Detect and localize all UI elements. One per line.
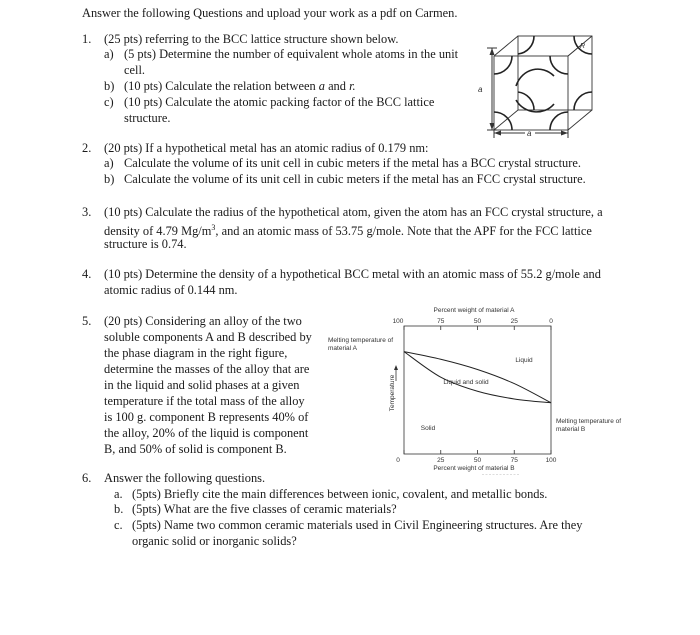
q1b-text-main: (10 pts) Calculate the relation between <box>124 79 316 93</box>
q3-line-3: structure is 0.74. <box>104 237 187 251</box>
q2a-label: a) <box>104 156 114 170</box>
q1c-text: (10 pts) Calculate the atomic packing factor of the BCC lattice <box>124 95 435 109</box>
q6c-text-2: organic solid or inorganic solids? <box>132 534 297 548</box>
q1b-var-r: r. <box>349 79 356 93</box>
bcc-unit-cell-figure <box>470 28 620 143</box>
q3-superscript: 3 <box>211 223 216 232</box>
q6-number: 6. <box>82 471 92 485</box>
top-tick-label: 50 <box>473 318 482 325</box>
q6c-text: (5pts) Name two common ceramic materials used in Civil Engineering structures. Are they <box>132 518 583 532</box>
q2-text: (20 pts) If a hypothetical metal has an atomic radius of 0.179 nm: <box>104 141 429 155</box>
dimension-label-a-side: a <box>478 85 483 94</box>
page-header: Answer the following Questions and upload your work as a pdf on Carmen. <box>82 6 458 20</box>
top-tick-label: 75 <box>437 318 445 325</box>
q1b-label: b) <box>104 79 115 93</box>
corner-atom-slice <box>518 92 534 110</box>
q5-line: the phase diagram in the right figure, <box>104 346 288 360</box>
body-center-atom <box>516 69 554 86</box>
q1a-label: a) <box>104 47 114 61</box>
melting-temp-a-label: Melting temperature of material A <box>328 337 394 352</box>
q1-text: (25 pts) referring to the BCC lattice structure shown below. <box>104 32 399 46</box>
q2b-label: b) <box>104 172 115 186</box>
q1a-text-2: cell. <box>124 63 145 77</box>
q5-number: 5. <box>82 314 92 328</box>
q5-line: is 100 g. component B represents 40% of <box>104 410 309 424</box>
q1b-var-a: a <box>318 79 325 93</box>
q1a-text: (5 pts) Determine the number of equivalent whole atoms in the unit <box>124 47 459 61</box>
corner-atom-slice <box>494 56 512 74</box>
q5-text-block <box>104 313 324 457</box>
corner-atom-slice <box>550 56 568 74</box>
corner-atom-slice <box>518 36 534 54</box>
q3-line-2b: , and an atomic mass of 53.75 g/mole. Note that the APF for the FCC lattice <box>215 224 592 239</box>
q2b-text: Calculate the volume of its unit cell in cubic meters if the metal has an FCC crystal structure. <box>124 172 586 186</box>
q4-line-1: (10 pts) Determine the density of a hypothetical BCC metal with an atomic mass of 55.2 g/mole and <box>104 267 601 281</box>
corner-atom-slice <box>574 92 592 110</box>
bottom-tick-label: 0 <box>396 457 400 464</box>
top-tick-label: 25 <box>510 318 518 325</box>
q5-line: B, and 50% of solid is component B. <box>104 442 287 456</box>
bottom-tick-label: 100 <box>545 457 557 464</box>
q5-line: (20 pts) Considering an alloy of the two <box>104 314 302 328</box>
region-label-solid: Solid <box>420 425 436 432</box>
bottom-tick-label: 50 <box>473 457 482 464</box>
y-axis-title: Temperature <box>389 374 396 412</box>
q6b-text: (5pts) What are the five classes of ceramic materials? <box>132 502 397 516</box>
q5-line: in the liquid and solid phases at a given <box>104 378 300 392</box>
radius-label: R <box>580 43 586 50</box>
q6a-label: a. <box>114 487 123 501</box>
top-tick-label: 0 <box>549 318 553 325</box>
q3-line-1: (10 pts) Calculate the radius of the hypothetical atom, given the atom has an FCC crystal structure, a <box>104 205 603 219</box>
q4-line-2: atomic radius of 0.144 nm. <box>104 283 238 297</box>
q1b-text <box>124 78 356 94</box>
phase-diagram <box>380 303 560 475</box>
q3-line-2a: density of 4.79 Mg/m <box>104 224 212 239</box>
q2a-text: Calculate the volume of its unit cell in cubic meters if the metal has a BCC crystal structure. <box>124 156 581 170</box>
q6a-text: (5pts) Briefly cite the main differences between ionic, covalent, and metallic bonds. <box>132 487 548 501</box>
q1-number: 1. <box>82 32 92 46</box>
q5-line: temperature if the total mass of the alloy <box>104 394 305 408</box>
q5-line: the alloy, 20% of the liquid is component <box>104 426 309 440</box>
q1c-label: c) <box>104 95 114 109</box>
melting-temp-b-label: Melting temperature of material B <box>556 418 622 433</box>
region-label-liquid: Liquid <box>515 357 533 364</box>
corner-atom-slice <box>550 112 568 130</box>
q6c-label: c. <box>114 518 123 532</box>
q3-number: 3. <box>82 205 92 219</box>
x-axis-title: Percent weight of material B <box>433 465 515 472</box>
region-label-liquid-and-solid: Liquid and solid <box>443 379 489 386</box>
q2-number: 2. <box>82 141 92 155</box>
q4-number: 4. <box>82 267 92 281</box>
top-axis-title: Percent weight of material A <box>433 307 515 314</box>
bottom-tick-label: 75 <box>510 457 518 464</box>
q6-text: Answer the following questions. <box>104 471 266 485</box>
top-tick-label: 100 <box>392 318 404 325</box>
dimension-label-a-bottom: a <box>527 129 532 138</box>
q1b-and: and <box>328 79 346 93</box>
plot-frame <box>404 326 551 454</box>
q5-line: determine the masses of the alloy that are <box>104 362 310 376</box>
top-axis-ticks <box>393 318 554 330</box>
q6b-label: b. <box>114 502 124 516</box>
bottom-axis-ticks <box>396 450 557 464</box>
q5-line: soluble components A and B described by <box>104 330 312 344</box>
q1c-text-2: structure. <box>124 111 171 125</box>
bottom-tick-label: 25 <box>437 457 445 464</box>
